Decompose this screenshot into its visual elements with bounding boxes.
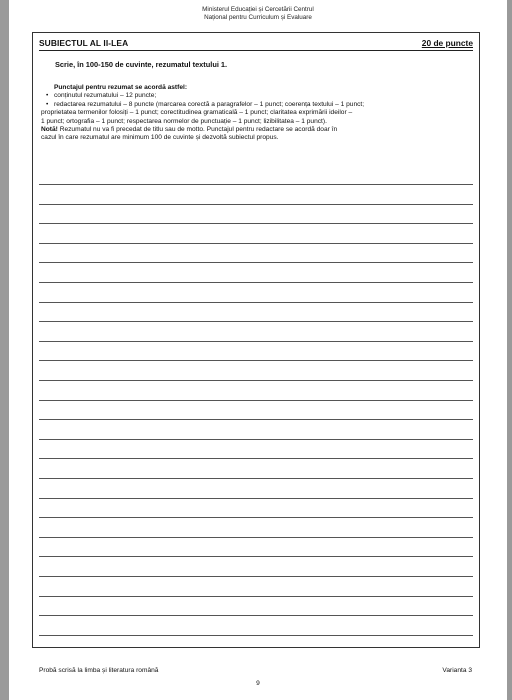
answer-line xyxy=(39,380,473,381)
answer-line xyxy=(39,204,473,205)
answer-line xyxy=(39,341,473,342)
answer-line xyxy=(39,282,473,283)
note-text: Rezumatul nu va fi precedat de titlu sau de motto. Punctajul pentru redactare se acordă doar în xyxy=(57,126,338,134)
answer-line xyxy=(39,243,473,244)
header-line-2: Național pentru Curriculum și Evaluare xyxy=(204,14,312,21)
answer-lines xyxy=(39,184,473,644)
task-statement: Scrie, în 100-150 de cuvinte, rezumatul textului 1. xyxy=(55,60,228,69)
answer-line xyxy=(39,615,473,616)
answer-line xyxy=(39,635,473,636)
answer-line xyxy=(39,517,473,518)
answer-line xyxy=(39,360,473,361)
bullet-writing-line-3: 1 punct; ortografia – 1 punct; respectarea normelor de punctuație – 1 punct; lizibilitatea – 1 punct). xyxy=(41,117,327,125)
bullet-writing xyxy=(41,101,471,109)
note-line-2: cazul în care rezumatul are minimum 100 de cuvinte și dezvoltă subiectul propus. xyxy=(41,134,279,142)
answer-line xyxy=(39,556,473,557)
bullet-dot-icon: • xyxy=(46,100,49,108)
exam-page xyxy=(9,0,507,700)
subject-header xyxy=(39,38,473,51)
bullet-writing-line-2: proprietatea termenilor folosiți – 1 punct; corectitudinea gramaticală – 1 punct; claritatea exprimării ideilor – xyxy=(41,109,353,117)
header-line-1: Ministerul Educației și Cercetării Centrul xyxy=(202,6,314,13)
answer-line xyxy=(39,596,473,597)
answer-line xyxy=(39,498,473,499)
scoring-instructions xyxy=(41,84,471,143)
answer-line xyxy=(39,537,473,538)
footer-exam-name: Probă scrisă la limba și literatura română xyxy=(39,667,159,674)
subject-title: SUBIECTUL AL II-LEA xyxy=(39,38,129,48)
answer-line xyxy=(39,400,473,401)
answer-line xyxy=(39,184,473,185)
bullet-content-text: conținutul rezumatului – 12 puncte; xyxy=(54,92,157,100)
page-header xyxy=(9,6,507,22)
answer-line xyxy=(39,262,473,263)
answer-line xyxy=(39,321,473,322)
page-number: 9 xyxy=(256,680,260,687)
answer-line xyxy=(39,302,473,303)
answer-line xyxy=(39,419,473,420)
answer-line xyxy=(39,576,473,577)
bullet-writing-text: redactarea rezumatului – 8 puncte (marcarea corectă a paragrafelor – 1 punct; coerența textului – 1 punct; xyxy=(54,100,365,108)
footer-variant: Varianta 3 xyxy=(442,667,472,674)
answer-line xyxy=(39,478,473,479)
answer-line xyxy=(39,439,473,440)
instructions-heading: Punctajul pentru rezumat se acordă astfel: xyxy=(54,84,188,91)
answer-line xyxy=(39,458,473,459)
bullet-content xyxy=(41,92,471,100)
subject-points: 20 de puncte xyxy=(421,38,473,48)
answer-line xyxy=(39,223,473,224)
bullet-dot-icon: • xyxy=(46,92,49,100)
answer-frame xyxy=(32,32,480,648)
note xyxy=(41,126,471,134)
note-label: Notă! xyxy=(41,126,58,134)
